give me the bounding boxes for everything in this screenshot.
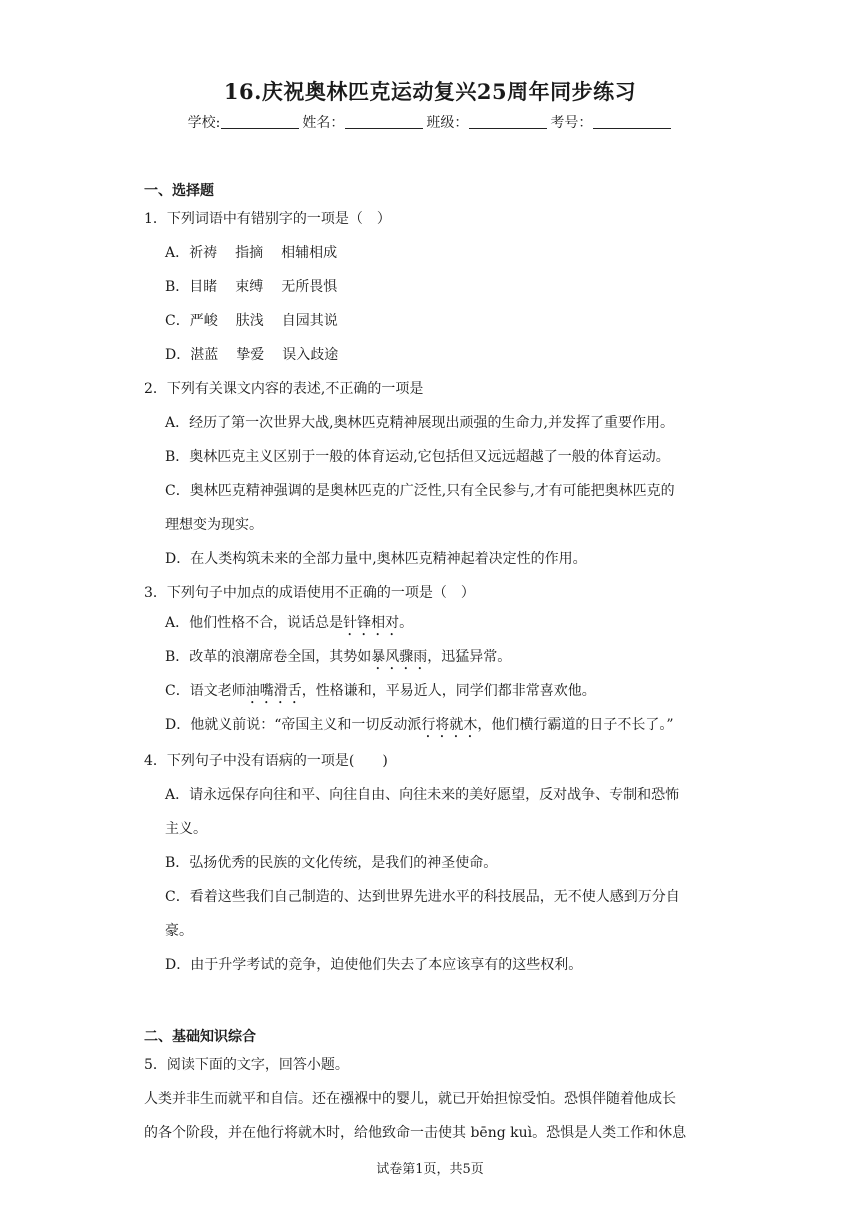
page-footer: 试卷第1页，共5页 [376, 1162, 484, 1177]
question-3-option-b[interactable] [165, 646, 511, 673]
option-text: D．他就义前说：“帝国主义和一切反动派 [165, 717, 422, 733]
question-4-option-a[interactable]: A．请永远保存向往和平、向往自由、向往未来的美好愿望，反对战争、专制和恐怖 [165, 787, 680, 803]
question-4-option-c[interactable]: C．看着这些我们自己制造的、达到世界先进水平的科技展品，无不使人感到万分自 [165, 889, 680, 905]
question-4-option-b[interactable]: B．弘扬优秀的民族的文化传统，是我们的神圣使命。 [165, 855, 498, 871]
reading-passage-line: 的各个阶段，并在他行将就木时，给他致命一击使其 bēng kuì。恐惧是人类工作和休息 [144, 1125, 687, 1141]
question-2-option-c-cont: 理想变为现实。 [165, 517, 263, 533]
option-word: A．祈祷 [165, 245, 218, 261]
name-blank[interactable] [345, 114, 423, 129]
question-2-option-c[interactable]: C．奥林匹克精神强调的是奥林匹克的广泛性,只有全民参与,才有可能把奥林匹克的 [165, 483, 675, 499]
question-5-stem: 5．阅读下面的文字，回答小题。 [144, 1057, 349, 1073]
reading-passage-line: 人类并非生而就平和自信。还在襁褓中的婴儿，就已开始担惊受怕。恐惧伴随着他成长 [144, 1091, 676, 1107]
option-word: C．严峻 [165, 313, 218, 329]
question-4-option-a-cont: 主义。 [165, 821, 207, 837]
question-2-option-a[interactable]: A．经历了第一次世界大战,奥林匹克精神展现出顽强的生命力,并发挥了重要作用。 [165, 415, 675, 431]
dotted-idiom: 暴风骤雨 [371, 649, 428, 665]
exam-no-label: 考号： [550, 115, 593, 131]
question-4-option-c-cont: 豪。 [165, 923, 193, 939]
question-3-option-d[interactable] [165, 714, 674, 741]
option-word: 肤浅 [235, 313, 264, 329]
exam-no-blank[interactable] [593, 114, 671, 129]
option-text: B．改革的浪潮席卷全国，其势如 [165, 649, 372, 665]
question-2-option-d[interactable]: D．在人类构筑未来的全部力量中,奥林匹克精神起着决定性的作用。 [165, 551, 587, 567]
question-1-option-c[interactable] [165, 310, 356, 330]
question-2-option-b[interactable]: B．奥林匹克主义区别于一般的体育运动,它包括但又远远超越了一般的体育运动。 [165, 449, 670, 465]
question-2-stem: 2．下列有关课文内容的表述,不正确的一项是 [144, 381, 424, 397]
option-text: ，迅猛异常。 [427, 649, 512, 665]
option-word: 指摘 [235, 245, 264, 261]
dotted-idiom: 行将就木 [421, 717, 478, 733]
section-heading-basics: 二、基础知识综合 [144, 1029, 256, 1045]
option-word: 误入歧途 [282, 347, 339, 363]
name-label: 姓名： [302, 115, 345, 131]
question-1-stem: 1．下列词语中有错别字的一项是（ ） [144, 211, 391, 227]
option-text: ，他们横行霸道的日子不长了。” [477, 717, 674, 733]
school-label: 学校: [187, 115, 221, 131]
question-4-option-d[interactable]: D．由于升学考试的竞争，迫使他们失去了本应该享有的这些权利。 [165, 957, 583, 973]
section-heading-choice: 一、选择题 [144, 183, 214, 199]
question-3-option-a[interactable] [165, 612, 413, 639]
option-text: A．他们性格不合，说话总是 [165, 615, 344, 631]
option-word: 挚爱 [236, 347, 265, 363]
class-label: 班级： [426, 115, 469, 131]
option-word: 束缚 [235, 279, 264, 295]
page-title: 16.庆祝奥林匹克运动复兴25周年同步练习 [223, 79, 637, 104]
option-text: C．语文老师 [165, 683, 246, 699]
student-info-line [0, 112, 860, 132]
question-3-stem: 3．下列句子中加点的成语使用不正确的一项是（ ） [144, 585, 475, 601]
class-blank[interactable] [469, 114, 547, 129]
dotted-idiom: 油嘴滑舌 [245, 683, 302, 699]
school-blank[interactable] [221, 114, 299, 129]
question-4-stem: 4．下列句子中没有语病的一项是( ) [144, 753, 388, 769]
option-text: 。 [399, 615, 414, 631]
option-text: ，性格谦和，平易近人，同学们都非常喜欢他。 [301, 683, 596, 699]
question-3-option-c[interactable] [165, 680, 596, 707]
question-1-option-a[interactable] [165, 242, 355, 262]
dotted-idiom: 针锋相对 [343, 615, 400, 631]
option-word: 自园其说 [281, 313, 338, 329]
option-word: 无所畏惧 [281, 279, 338, 295]
option-word: 相辅相成 [281, 245, 338, 261]
option-word: B．目睹 [165, 279, 218, 295]
question-1-option-d[interactable] [165, 344, 356, 364]
option-word: D．湛蓝 [165, 347, 219, 363]
question-1-option-b[interactable] [165, 276, 355, 296]
